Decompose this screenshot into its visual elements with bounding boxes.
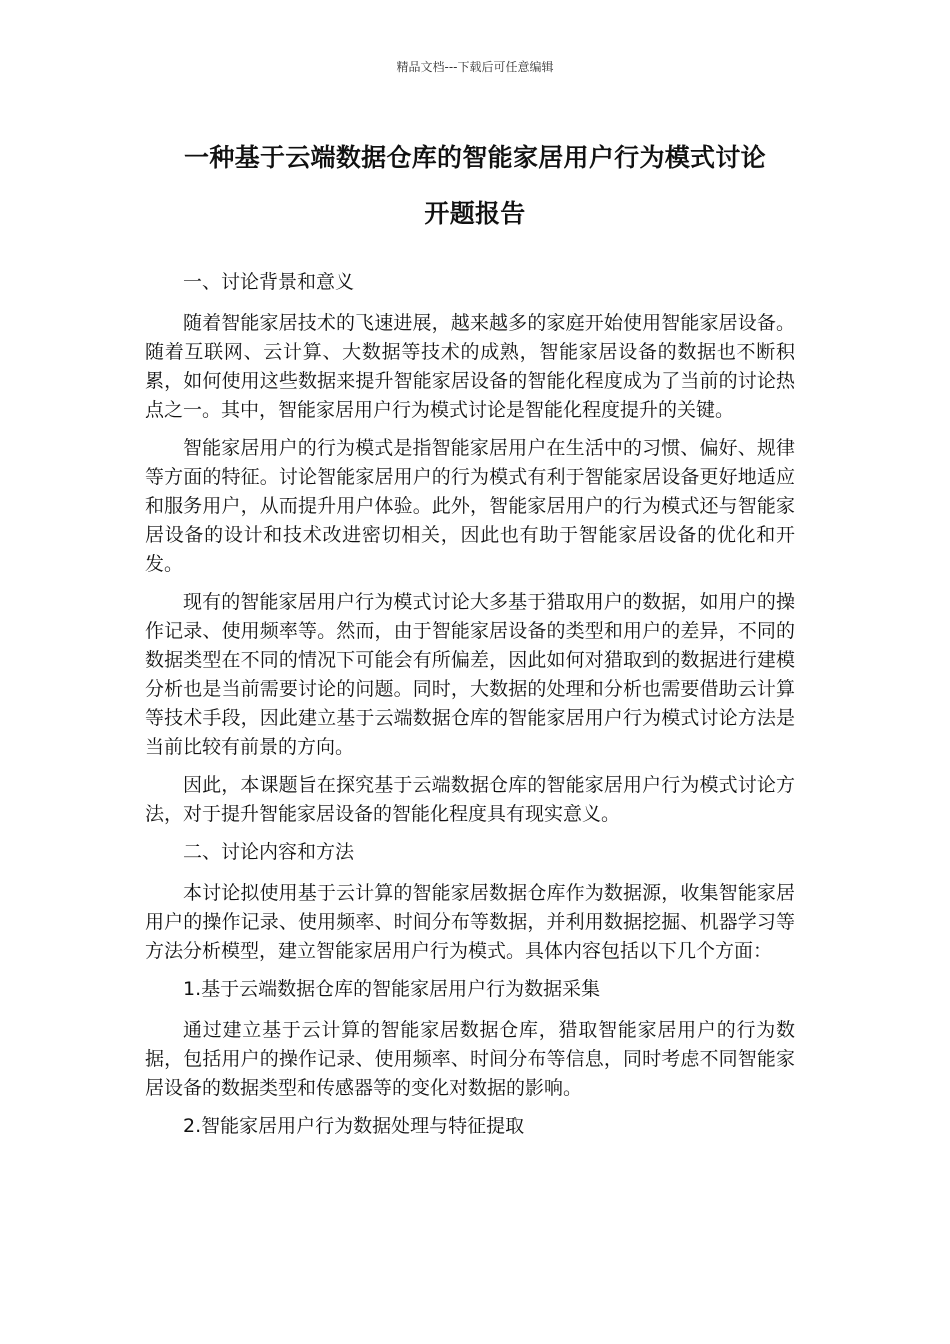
section-heading-content-method: 二、讨论内容和方法	[183, 841, 355, 863]
section-heading-background: 一、讨论背景和意义	[183, 271, 355, 293]
paragraph: 通过建立基于云计算的智能家居数据仓库，猎取智能家居用户的行为数据，包括用户的操作记录、使用频率、时间分布等信息，同时考虑不同智能家居设备的数据类型和传感器等的变化对数据的影响。	[145, 1019, 795, 1099]
paragraph: 因此，本课题旨在探究基于云端数据仓库的智能家居用户行为模式讨论方法，对于提升智能家居设备的智能化程度具有现实意义。	[145, 774, 795, 825]
subsection-heading-2: 2.智能家居用户行为数据处理与特征提取	[183, 1115, 525, 1137]
paragraph: 随着智能家居技术的飞速进展，越来越多的家庭开始使用智能家居设备。随着互联网、云计算、大数据等技术的成熟，智能家居设备的数据也不断积累，如何使用这些数据来提升智能家居设备的智能化程度成为了当前的讨论热点之一。其中，智能家居用户行为模式讨论是智能化程度提升的关键。	[145, 312, 795, 421]
paragraph: 现有的智能家居用户行为模式讨论大多基于猎取用户的数据，如用户的操作记录、使用频率等。然而，由于智能家居设备的类型和用户的差异，不同的数据类型在不同的情况下可能会有所偏差，因此如何对猎取到的数据进行建模分析也是当前需要讨论的问题。同时，大数据的处理和分析也需要借助云计算等技术手段，因此建立基于云端数据仓库的智能家居用户行为模式讨论方法是当前比较有前景的方向。	[145, 591, 795, 758]
document-title	[120, 130, 830, 242]
paragraph: 本讨论拟使用基于云计算的智能家居数据仓库作为数据源，收集智能家居用户的操作记录、使用频率、时间分布等数据，并利用数据挖掘、机器学习等方法分析模型，建立智能家居用户行为模式。具体内容包括以下几个方面：	[145, 882, 795, 962]
paragraph: 智能家居用户的行为模式是指智能家居用户在生活中的习惯、偏好、规律等方面的特征。讨论智能家居用户的行为模式有利于智能家居设备更好地适应和服务用户，从而提升用户体验。此外，智能家居用户的行为模式还与智能家居设备的设计和技术改进密切相关，因此也有助于智能家居设备的优化和开发。	[145, 437, 795, 575]
subsection-heading-1: 1.基于云端数据仓库的智能家居用户行为数据采集	[183, 978, 601, 1000]
header-note: 精品文档---下载后可任意编辑	[396, 60, 554, 74]
document-body	[145, 268, 795, 1153]
title-line-1: 一种基于云端数据仓库的智能家居用户行为模式讨论	[184, 143, 766, 172]
title-line-2: 开题报告	[424, 199, 526, 228]
